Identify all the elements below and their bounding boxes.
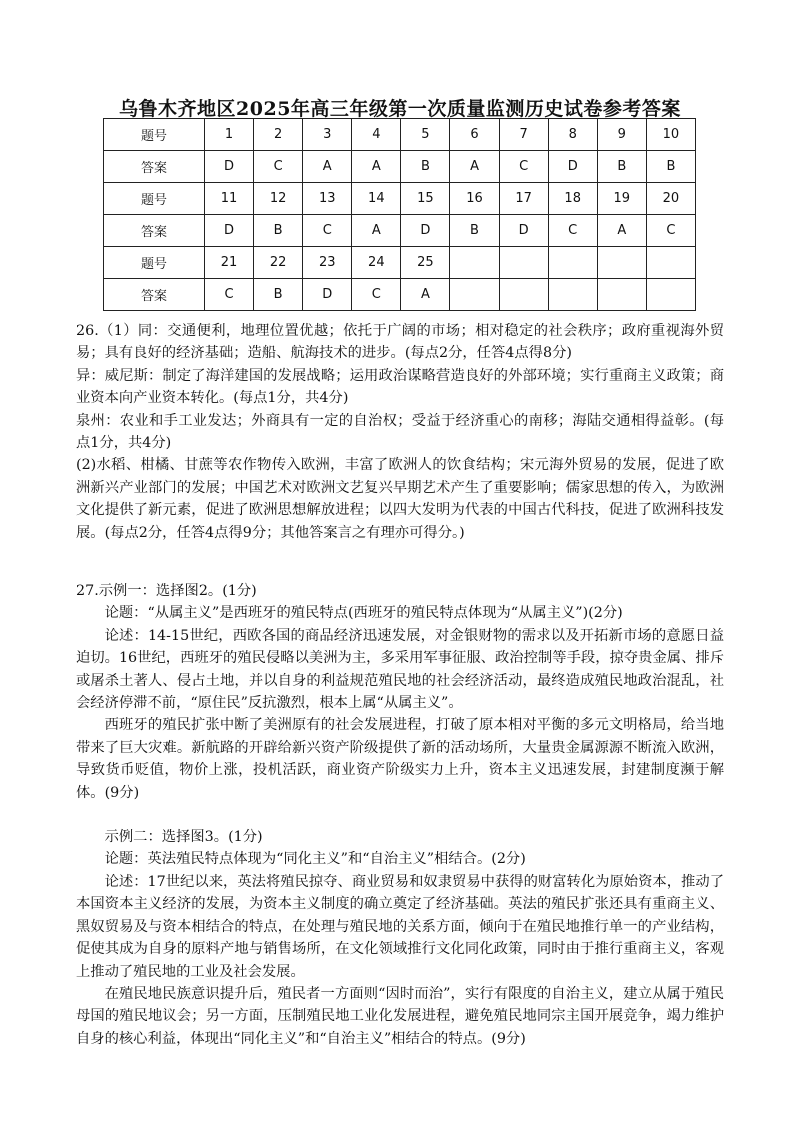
table-cell: 21 — [205, 247, 254, 279]
table-cell: 20 — [646, 183, 695, 215]
table-cell: 10 — [646, 119, 695, 151]
table-cell: D — [401, 215, 450, 247]
table-cell: 23 — [303, 247, 352, 279]
table-cell: 9 — [597, 119, 646, 151]
table-cell: 题号 — [104, 119, 205, 151]
table-cell: C — [254, 151, 303, 183]
table-cell: A — [450, 151, 499, 183]
table-row — [104, 279, 696, 311]
table-cell: B — [646, 151, 695, 183]
q27-example-1-thesis: 论题：“从属主义”是西班牙的殖民特点(西班牙的殖民特点体现为“从属主义”)(2分) — [104, 605, 623, 622]
table-cell: 12 — [254, 183, 303, 215]
table-cell: C — [499, 151, 548, 183]
table-cell: B — [597, 151, 646, 183]
table-cell: 16 — [450, 183, 499, 215]
table-cell: 11 — [205, 183, 254, 215]
table-cell: 13 — [303, 183, 352, 215]
table-row — [104, 151, 696, 183]
table-cell: A — [352, 215, 401, 247]
table-cell: D — [205, 215, 254, 247]
table-cell: 17 — [499, 183, 548, 215]
q26-paragraph-3: 泉州：农业和手工业发达；外商具有一定的自治权；受益于经济重心的南移；海陆交通相得益彰。(每点1分，共4分) — [76, 412, 724, 452]
answer-table — [103, 118, 696, 311]
table-cell — [646, 247, 695, 279]
question-27-answer — [76, 580, 724, 1050]
table-cell: 18 — [548, 183, 597, 215]
table-cell: B — [254, 279, 303, 311]
question-26-answer — [76, 320, 724, 544]
table-cell — [450, 247, 499, 279]
table-cell — [597, 279, 646, 311]
table-cell — [499, 279, 548, 311]
table-row — [104, 215, 696, 247]
q27-example-2-heading: 示例二：选择图3。(1分) — [104, 829, 263, 846]
table-cell: B — [401, 151, 450, 183]
table-cell: A — [352, 151, 401, 183]
table-cell: 22 — [254, 247, 303, 279]
table-cell: 14 — [352, 183, 401, 215]
table-cell: A — [401, 279, 450, 311]
table-cell — [450, 279, 499, 311]
table-cell: D — [499, 215, 548, 247]
table-cell: D — [303, 279, 352, 311]
table-cell: C — [548, 215, 597, 247]
q27-example-1-argument-2: 西班牙的殖民扩张中断了美洲原有的社会发展进程，打破了原本相对平衡的多元文明格局，给当地带来了巨大灾难。新航路的开辟给新兴资产阶级提供了新的活动场所，大量贵金属源源不断流入欧洲，导致货币贬值，物价上涨，投机活跃，商业资产阶级实力上升，资本主义迅速发展，封建制度濒于解体。(9分) — [76, 717, 724, 801]
table-cell — [548, 247, 597, 279]
table-cell: 4 — [352, 119, 401, 151]
table-cell: A — [597, 215, 646, 247]
table-cell: 答案 — [104, 279, 205, 311]
table-cell — [597, 247, 646, 279]
q26-paragraph-4: (2)水稻、柑橘、甘蔗等农作物传入欧洲，丰富了欧洲人的饮食结构；宋元海外贸易的发展，促进了欧洲新兴产业部门的发展；中国艺术对欧洲文艺复兴早期艺术产生了重要影响；儒家思想的传入，为欧洲文化提供了新元素，促进了欧洲思想解放进程；以四大发明为代表的中国古代科技，促进了欧洲科技发展。(每点2分，任答4点得9分；其他答案言之有理亦可得分。) — [76, 457, 724, 541]
table-cell: C — [303, 215, 352, 247]
table-cell: 题号 — [104, 183, 205, 215]
table-cell: 答案 — [104, 151, 205, 183]
q27-example-2-argument-1: 论述：17世纪以来，英法将殖民掠夺、商业贸易和奴隶贸易中获得的财富转化为原始资本，推动了本国资本主义经济的发展，为资本主义制度的确立奠定了经济基础。英法的殖民扩张还具有重商主义、黑奴贸易及与资本相结合的特点，在处理与殖民地的关系方面，倾向于在殖民地推行单一的产业结构，促使其成为自身的原料产地与销售场所，在文化领域推行文化同化政策，同时由于推行重商主义，客观上推动了殖民地的工业及社会发展。 — [76, 873, 724, 980]
table-row — [104, 247, 696, 279]
table-cell: C — [352, 279, 401, 311]
q27-example-1-heading: 27.示例一：选择图2。(1分) — [76, 583, 257, 599]
table-cell: 25 — [401, 247, 450, 279]
table-cell — [646, 279, 695, 311]
q26-paragraph-2: 异：威尼斯：制定了海洋建国的发展战略；运用政治谋略营造良好的外部环境；实行重商主义政策；商业资本向产业资本转化。(每点1分，共4分) — [76, 367, 724, 407]
table-cell: 2 — [254, 119, 303, 151]
q26-paragraph-1: 26.（1）同：交通便利，地理位置优越；依托于广阔的市场；相对稳定的社会秩序；政府重视海外贸易；具有良好的经济基础；造船、航海技术的进步。(每点2分，任答4点得8分) — [76, 323, 724, 362]
table-row — [104, 183, 696, 215]
page-title: 乌鲁木齐地区2025年高三年级第一次质量监测历史试卷参考答案 — [119, 98, 681, 120]
table-cell: 15 — [401, 183, 450, 215]
q27-example-1-argument-1: 论述：14-15世纪，西欧各国的商品经济迅速发展，对金银财物的需求以及开拓新市场的意愿日益迫切。16世纪，西班牙的殖民侵略以美洲为主，多采用军事征服、政治控制等手段，掠夺贵金属、排斥或屠杀土著人、侵占土地，并以自身的利益规范殖民地的社会经济活动，最终造成殖民地政治混乱，社会经济停滞不前，“原住民”反抗激烈，根本上属“从属主义”。 — [76, 627, 724, 712]
table-cell: 3 — [303, 119, 352, 151]
table-cell: C — [205, 279, 254, 311]
table-cell: C — [646, 215, 695, 247]
table-cell: 24 — [352, 247, 401, 279]
table-cell: 6 — [450, 119, 499, 151]
table-row — [104, 119, 696, 151]
q27-example-2-argument-2: 在殖民地民族意识提升后，殖民者一方面则“因时而治”，实行有限度的自治主义，建立从属于殖民母国的殖民地议会；另一方面，压制殖民地工业化发展进程，避免殖民地同宗主国开展竞争，竭力维护自身的核心利益，体现出“同化主义”和“自治主义”相结合的特点。(9分) — [76, 985, 724, 1047]
table-cell: 题号 — [104, 247, 205, 279]
table-cell: 19 — [597, 183, 646, 215]
table-cell: B — [450, 215, 499, 247]
q27-example-2-thesis: 论题：英法殖民特点体现为“同化主义”和“自治主义”相结合。(2分) — [104, 851, 526, 868]
table-cell: B — [254, 215, 303, 247]
table-cell: 答案 — [104, 215, 205, 247]
table-cell: 7 — [499, 119, 548, 151]
table-cell: D — [205, 151, 254, 183]
table-cell: 8 — [548, 119, 597, 151]
table-cell: A — [303, 151, 352, 183]
table-cell: D — [548, 151, 597, 183]
table-cell: 1 — [205, 119, 254, 151]
table-cell — [548, 279, 597, 311]
table-cell: 5 — [401, 119, 450, 151]
table-cell — [499, 247, 548, 279]
